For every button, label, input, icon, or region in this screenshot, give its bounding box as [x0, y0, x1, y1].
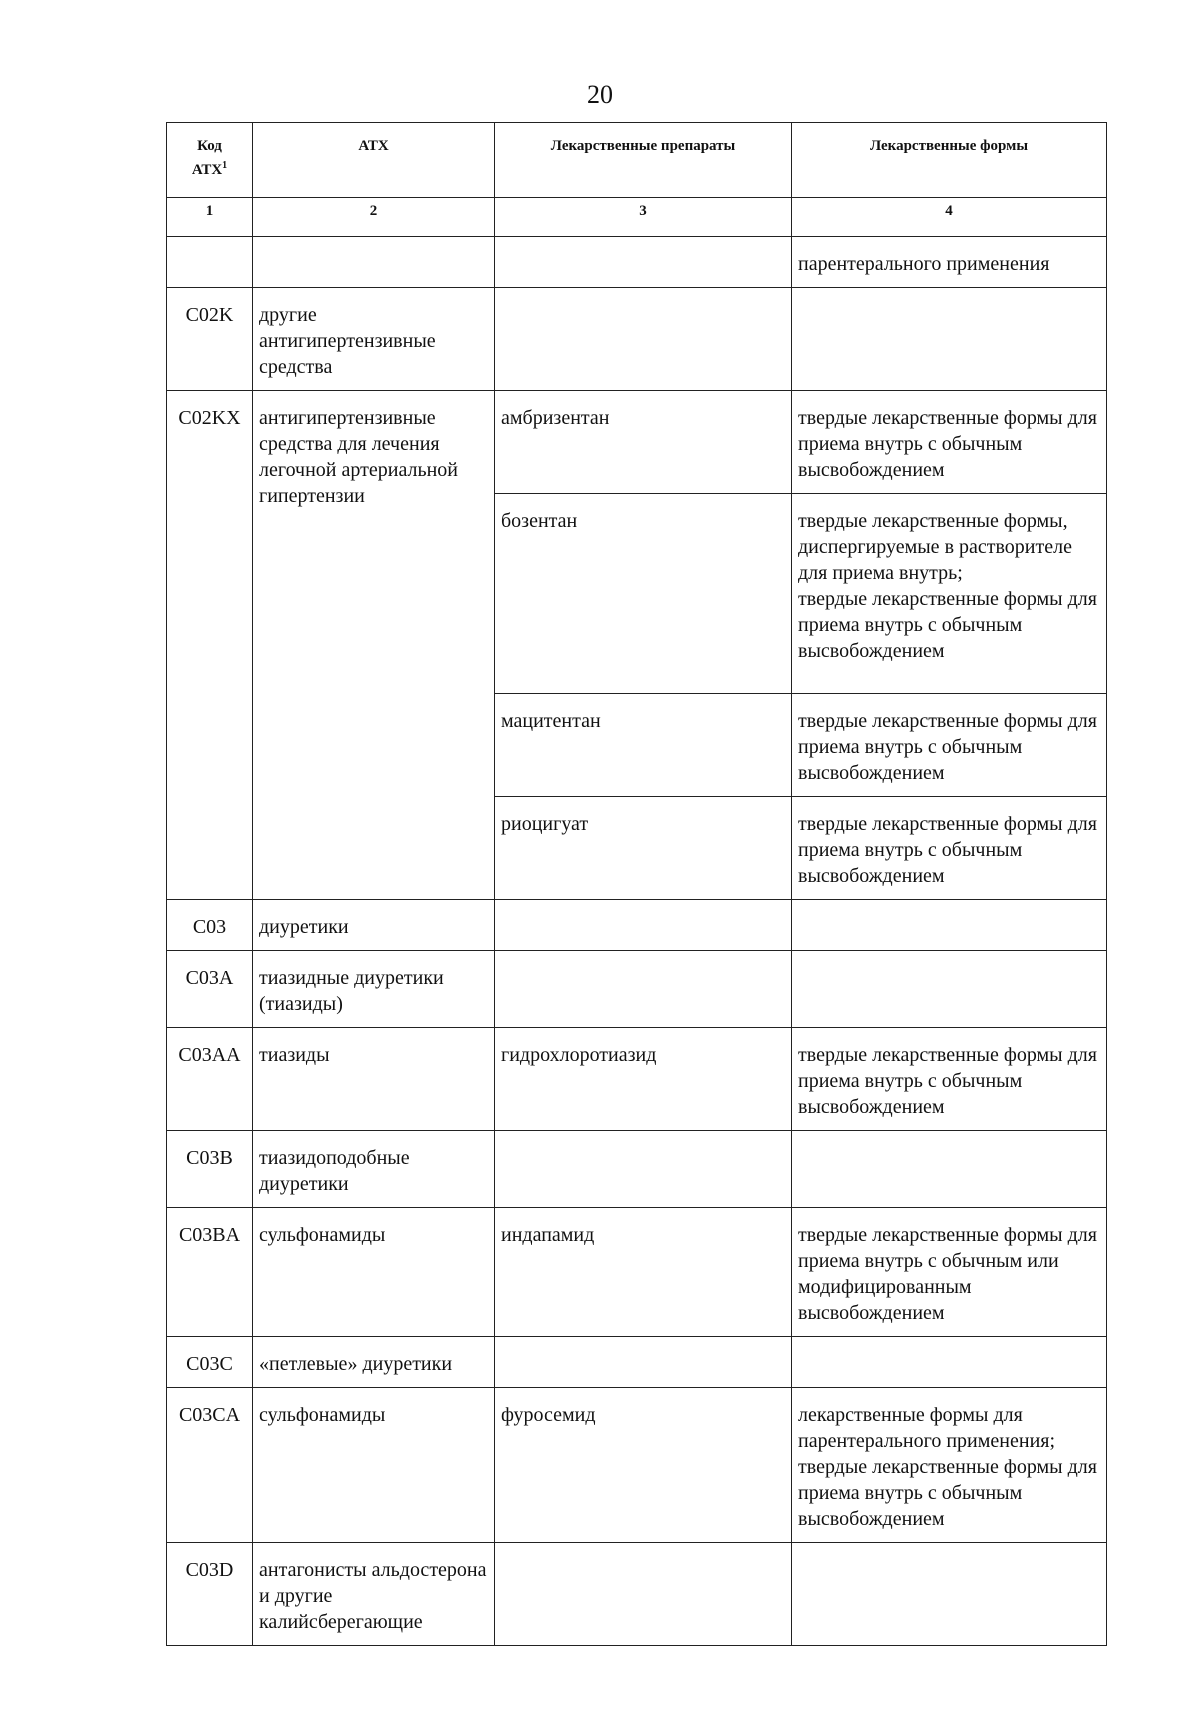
table-header-row [167, 123, 1107, 198]
atx-code: C03D [167, 1543, 253, 1646]
atx-code: C02KX [167, 391, 253, 900]
drug-name: индапамид [495, 1208, 792, 1337]
drug-name: гидрохлоротиазид [495, 1028, 792, 1131]
atx-code: C03A [167, 951, 253, 1028]
table-row [167, 1131, 1107, 1208]
dosage-form: твердые лекарственные формы для приема внутрь с обычным или модифицированным высвобождением [792, 1208, 1107, 1337]
table-row [167, 1543, 1107, 1646]
dosage-form: твердые лекарственные формы для приема внутрь с обычным высвобождением [792, 1028, 1107, 1131]
table-row [167, 288, 1107, 391]
table-row [167, 1208, 1107, 1337]
atx-name: диуретики [253, 900, 495, 951]
table-row [167, 391, 1107, 494]
drug-name: фуросемид [495, 1388, 792, 1543]
column-number-1: 1 [167, 198, 253, 237]
atx-name: другие антигипертензивные средства [253, 288, 495, 391]
table-row [167, 1388, 1107, 1543]
atx-name: антигипертензивные средства для лечения легочной артериальной гипертензии [253, 391, 495, 900]
atx-code: C03B [167, 1131, 253, 1208]
dosage-form: твердые лекарственные формы для приема внутрь с обычным высвобождением [792, 391, 1107, 494]
column-number-4: 4 [792, 198, 1107, 237]
dosage-form: парентерального применения [792, 237, 1107, 288]
header-code: Код АТХ$^1$ [167, 123, 253, 198]
drug-name: риоцигуат [495, 797, 792, 900]
atx-code: C03 [167, 900, 253, 951]
atx-table [166, 122, 1107, 1646]
atx-name: тиазидоподобные диуретики [253, 1131, 495, 1208]
dosage-form: твердые лекарственные формы, диспергируемые в растворителе для приема внутрь; твердые лекарственные формы для приема внутрь с обычным высвобождением [792, 494, 1107, 694]
atx-code: C03C [167, 1337, 253, 1388]
atx-code: C03CA [167, 1388, 253, 1543]
drug-name: бозентан [495, 494, 792, 694]
column-number-row [167, 198, 1107, 237]
atx-name: антагонисты альдостерона и другие калийсберегающие [253, 1543, 495, 1646]
atx-name: сульфонамиды [253, 1388, 495, 1543]
table-row [167, 1028, 1107, 1131]
drug-name: мацитентан [495, 694, 792, 797]
dosage-form: лекарственные формы для парентерального применения; твердые лекарственные формы для приема внутрь с обычным высвобождением [792, 1388, 1107, 1543]
page-number: 20 [587, 80, 613, 109]
header-atx: АТХ [253, 123, 495, 198]
column-number-3: 3 [495, 198, 792, 237]
atx-code: C03AA [167, 1028, 253, 1131]
atx-name: тиазидные диуретики (тиазиды) [253, 951, 495, 1028]
drug-name: амбризентан [495, 391, 792, 494]
header-drugs: Лекарственные препараты [495, 123, 792, 198]
atx-name: «петлевые» диуретики [253, 1337, 495, 1388]
atx-code: C02K [167, 288, 253, 391]
table-row [167, 900, 1107, 951]
atx-code: C03BA [167, 1208, 253, 1337]
table-row [167, 237, 1107, 288]
dosage-form: твердые лекарственные формы для приема внутрь с обычным высвобождением [792, 694, 1107, 797]
atx-name: сульфонамиды [253, 1208, 495, 1337]
dosage-form: твердые лекарственные формы для приема внутрь с обычным высвобождением [792, 797, 1107, 900]
table-row [167, 951, 1107, 1028]
header-forms: Лекарственные формы [792, 123, 1107, 198]
column-number-2: 2 [253, 198, 495, 237]
atx-name: тиазиды [253, 1028, 495, 1131]
table-row [167, 1337, 1107, 1388]
